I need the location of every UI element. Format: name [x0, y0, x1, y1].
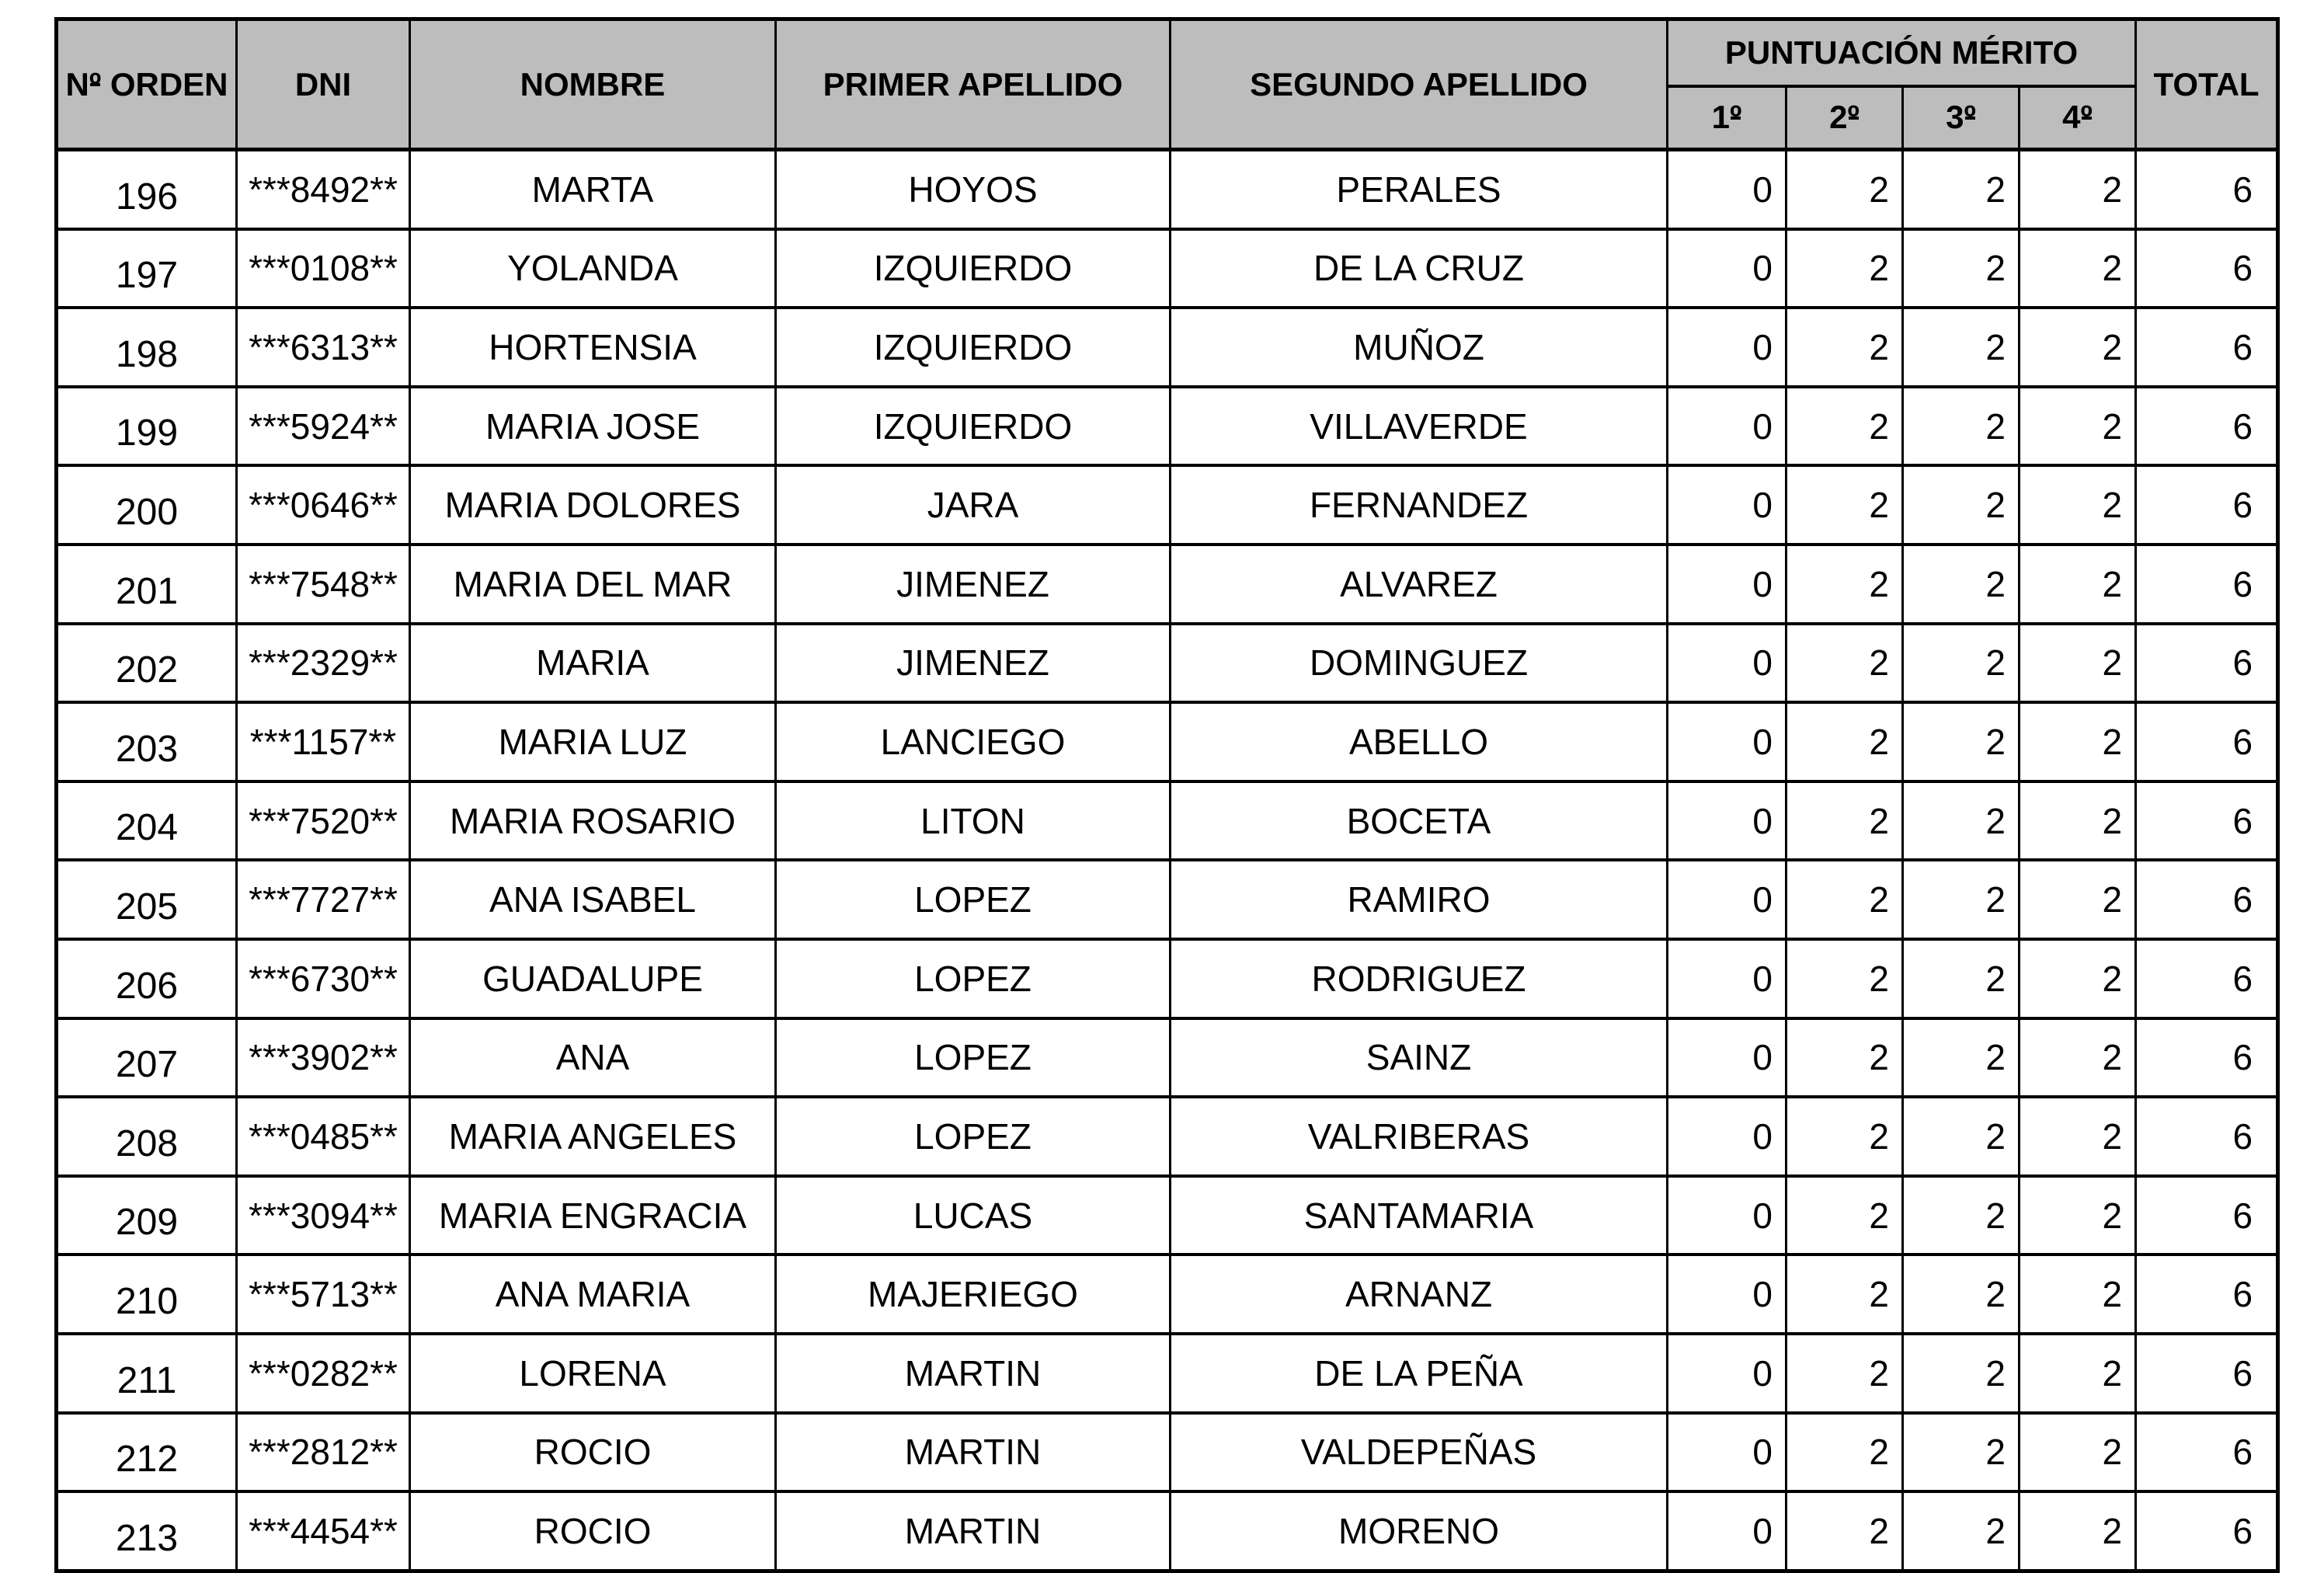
cell-merito-1: 0 [1668, 150, 1786, 229]
cell-order: 213 [57, 1491, 237, 1571]
header-merito-4: 4º [2020, 86, 2136, 150]
cell-merito-1: 0 [1668, 1097, 1786, 1176]
cell-merito-2: 2 [1786, 939, 1903, 1018]
cell-dni: ***1157** [237, 702, 410, 781]
cell-merito-2: 2 [1786, 1413, 1903, 1492]
cell-dni: ***0646** [237, 465, 410, 545]
cell-dni: ***3902** [237, 1018, 410, 1098]
cell-total: 6 [2136, 1176, 2278, 1255]
cell-merito-1: 0 [1668, 702, 1786, 781]
table-row [57, 939, 2278, 1018]
cell-merito-1: 0 [1668, 1413, 1786, 1492]
cell-segundo-apellido: FERNANDEZ [1171, 465, 1668, 545]
cell-merito-2: 2 [1786, 1491, 1903, 1571]
cell-order: 208 [57, 1097, 237, 1176]
cell-primer-apellido: LOPEZ [776, 939, 1171, 1018]
cell-order: 207 [57, 1018, 237, 1098]
cell-merito-2: 2 [1786, 1255, 1903, 1334]
cell-total: 6 [2136, 702, 2278, 781]
cell-merito-4: 2 [2020, 624, 2136, 703]
cell-merito-1: 0 [1668, 624, 1786, 703]
cell-primer-apellido: MARTIN [776, 1413, 1171, 1492]
cell-merito-3: 2 [1903, 702, 2020, 781]
cell-segundo-apellido: ARNANZ [1171, 1255, 1668, 1334]
cell-order: 205 [57, 860, 237, 939]
table-row [57, 1413, 2278, 1492]
header-primer-apellido: PRIMER APELLIDO [776, 19, 1171, 150]
cell-primer-apellido: IZQUIERDO [776, 308, 1171, 387]
cell-merito-2: 2 [1786, 387, 1903, 466]
cell-primer-apellido: LOPEZ [776, 1097, 1171, 1176]
cell-primer-apellido: HOYOS [776, 150, 1171, 229]
cell-nombre: MARIA DEL MAR [410, 545, 776, 624]
cell-merito-3: 2 [1903, 545, 2020, 624]
cell-segundo-apellido: RAMIRO [1171, 860, 1668, 939]
cell-segundo-apellido: DOMINGUEZ [1171, 624, 1668, 703]
cell-nombre: ROCIO [410, 1491, 776, 1571]
table-row [57, 860, 2278, 939]
cell-primer-apellido: IZQUIERDO [776, 387, 1171, 466]
cell-primer-apellido: LUCAS [776, 1176, 1171, 1255]
header-merito-2: 2º [1786, 86, 1903, 150]
cell-merito-4: 2 [2020, 939, 2136, 1018]
cell-dni: ***3094** [237, 1176, 410, 1255]
cell-merito-3: 2 [1903, 465, 2020, 545]
cell-merito-4: 2 [2020, 1097, 2136, 1176]
cell-nombre: MARIA LUZ [410, 702, 776, 781]
cell-merito-1: 0 [1668, 1018, 1786, 1098]
cell-segundo-apellido: MORENO [1171, 1491, 1668, 1571]
cell-nombre: MARIA ANGELES [410, 1097, 776, 1176]
cell-total: 6 [2136, 624, 2278, 703]
cell-order: 199 [57, 387, 237, 466]
cell-dni: ***4454** [237, 1491, 410, 1571]
cell-merito-1: 0 [1668, 1176, 1786, 1255]
cell-segundo-apellido: PERALES [1171, 150, 1668, 229]
cell-total: 6 [2136, 1018, 2278, 1098]
cell-segundo-apellido: ABELLO [1171, 702, 1668, 781]
cell-segundo-apellido: MUÑOZ [1171, 308, 1668, 387]
cell-merito-1: 0 [1668, 1491, 1786, 1571]
cell-order: 206 [57, 939, 237, 1018]
cell-total: 6 [2136, 1491, 2278, 1571]
cell-segundo-apellido: VALRIBERAS [1171, 1097, 1668, 1176]
cell-merito-4: 2 [2020, 781, 2136, 861]
cell-dni: ***7727** [237, 860, 410, 939]
cell-merito-1: 0 [1668, 1334, 1786, 1413]
cell-dni: ***8492** [237, 150, 410, 229]
cell-total: 6 [2136, 229, 2278, 308]
cell-order: 201 [57, 545, 237, 624]
cell-primer-apellido: MAJERIEGO [776, 1255, 1171, 1334]
cell-nombre: HORTENSIA [410, 308, 776, 387]
table-row [57, 150, 2278, 229]
cell-merito-2: 2 [1786, 1097, 1903, 1176]
cell-merito-4: 2 [2020, 1255, 2136, 1334]
table-row [57, 781, 2278, 861]
cell-merito-4: 2 [2020, 1176, 2136, 1255]
cell-order: 210 [57, 1255, 237, 1334]
cell-merito-4: 2 [2020, 387, 2136, 466]
cell-nombre: MARIA JOSE [410, 387, 776, 466]
cell-merito-1: 0 [1668, 465, 1786, 545]
cell-dni: ***7520** [237, 781, 410, 861]
table-row [57, 308, 2278, 387]
cell-dni: ***0282** [237, 1334, 410, 1413]
table-row [57, 702, 2278, 781]
cell-merito-3: 2 [1903, 308, 2020, 387]
cell-total: 6 [2136, 1334, 2278, 1413]
cell-primer-apellido: MARTIN [776, 1334, 1171, 1413]
table-header [57, 19, 2278, 150]
table-row [57, 545, 2278, 624]
cell-merito-4: 2 [2020, 1413, 2136, 1492]
cell-total: 6 [2136, 1097, 2278, 1176]
cell-merito-1: 0 [1668, 308, 1786, 387]
cell-dni: ***5713** [237, 1255, 410, 1334]
cell-merito-1: 0 [1668, 939, 1786, 1018]
cell-merito-2: 2 [1786, 702, 1903, 781]
cell-merito-4: 2 [2020, 308, 2136, 387]
cell-order: 211 [57, 1334, 237, 1413]
cell-primer-apellido: IZQUIERDO [776, 229, 1171, 308]
cell-segundo-apellido: SAINZ [1171, 1018, 1668, 1098]
cell-dni: ***0108** [237, 229, 410, 308]
cell-dni: ***6313** [237, 308, 410, 387]
cell-segundo-apellido: DE LA PEÑA [1171, 1334, 1668, 1413]
cell-merito-1: 0 [1668, 545, 1786, 624]
cell-merito-1: 0 [1668, 1255, 1786, 1334]
cell-merito-3: 2 [1903, 150, 2020, 229]
table-row [57, 387, 2278, 466]
cell-primer-apellido: JARA [776, 465, 1171, 545]
cell-merito-2: 2 [1786, 545, 1903, 624]
table-row [57, 1255, 2278, 1334]
cell-merito-3: 2 [1903, 1097, 2020, 1176]
cell-total: 6 [2136, 860, 2278, 939]
cell-nombre: MARIA DOLORES [410, 465, 776, 545]
table-row [57, 1176, 2278, 1255]
cell-total: 6 [2136, 1413, 2278, 1492]
ordinal-indicator: º [1964, 99, 1976, 136]
cell-dni: ***0485** [237, 1097, 410, 1176]
cell-merito-3: 2 [1903, 860, 2020, 939]
cell-merito-2: 2 [1786, 1334, 1903, 1413]
cell-merito-4: 2 [2020, 150, 2136, 229]
cell-merito-3: 2 [1903, 781, 2020, 861]
cell-segundo-apellido: DE LA CRUZ [1171, 229, 1668, 308]
cell-merito-2: 2 [1786, 624, 1903, 703]
cell-primer-apellido: JIMENEZ [776, 624, 1171, 703]
cell-total: 6 [2136, 308, 2278, 387]
cell-merito-1: 0 [1668, 781, 1786, 861]
cell-merito-1: 0 [1668, 229, 1786, 308]
cell-segundo-apellido: ALVAREZ [1171, 545, 1668, 624]
cell-nombre: ROCIO [410, 1413, 776, 1492]
cell-dni: ***6730** [237, 939, 410, 1018]
cell-merito-4: 2 [2020, 465, 2136, 545]
cell-segundo-apellido: VILLAVERDE [1171, 387, 1668, 466]
ordinal-indicator: º [1847, 99, 1860, 136]
cell-merito-3: 2 [1903, 1176, 2020, 1255]
cell-nombre: ANA [410, 1018, 776, 1098]
cell-merito-4: 2 [2020, 545, 2136, 624]
cell-merito-2: 2 [1786, 308, 1903, 387]
ordinal-indicator: º [1730, 99, 1742, 136]
cell-nombre: LORENA [410, 1334, 776, 1413]
cell-total: 6 [2136, 150, 2278, 229]
cell-primer-apellido: LOPEZ [776, 1018, 1171, 1098]
cell-merito-3: 2 [1903, 1413, 2020, 1492]
cell-order: 203 [57, 702, 237, 781]
cell-merito-2: 2 [1786, 860, 1903, 939]
header-segundo-apellido: SEGUNDO APELLIDO [1171, 19, 1668, 150]
cell-total: 6 [2136, 465, 2278, 545]
cell-merito-3: 2 [1903, 939, 2020, 1018]
ordinal-indicator: º [89, 65, 102, 103]
cell-primer-apellido: JIMENEZ [776, 545, 1171, 624]
cell-merito-4: 2 [2020, 1491, 2136, 1571]
cell-segundo-apellido: VALDEPEÑAS [1171, 1413, 1668, 1492]
header-dni: DNI [237, 19, 410, 150]
table-row [57, 1018, 2278, 1098]
header-order: Nº ORDEN [57, 19, 237, 150]
cell-merito-4: 2 [2020, 702, 2136, 781]
cell-merito-3: 2 [1903, 1255, 2020, 1334]
cell-total: 6 [2136, 1255, 2278, 1334]
cell-order: 209 [57, 1176, 237, 1255]
cell-order: 204 [57, 781, 237, 861]
cell-merito-2: 2 [1786, 465, 1903, 545]
table-row [57, 1491, 2278, 1571]
header-total: TOTAL [2136, 19, 2278, 150]
cell-nombre: MARIA ENGRACIA [410, 1176, 776, 1255]
cell-nombre: MARIA [410, 624, 776, 703]
cell-merito-2: 2 [1786, 229, 1903, 308]
cell-merito-2: 2 [1786, 781, 1903, 861]
cell-merito-4: 2 [2020, 1334, 2136, 1413]
table-row [57, 1334, 2278, 1413]
header-puntuacion-merito: PUNTUACIÓN MÉRITO [1668, 19, 2136, 86]
merit-score-table [54, 17, 2280, 1573]
cell-merito-3: 2 [1903, 1334, 2020, 1413]
cell-merito-3: 2 [1903, 1018, 2020, 1098]
cell-order: 198 [57, 308, 237, 387]
table-row [57, 624, 2278, 703]
table-row [57, 465, 2278, 545]
cell-primer-apellido: MARTIN [776, 1491, 1171, 1571]
header-merito-1: 1º [1668, 86, 1786, 150]
cell-merito-2: 2 [1786, 1018, 1903, 1098]
cell-merito-3: 2 [1903, 387, 2020, 466]
cell-total: 6 [2136, 939, 2278, 1018]
header-nombre: NOMBRE [410, 19, 776, 150]
cell-merito-1: 0 [1668, 387, 1786, 466]
cell-nombre: MARIA ROSARIO [410, 781, 776, 861]
table-row [57, 229, 2278, 308]
cell-nombre: ANA MARIA [410, 1255, 776, 1334]
cell-merito-4: 2 [2020, 229, 2136, 308]
cell-merito-1: 0 [1668, 860, 1786, 939]
cell-dni: ***2329** [237, 624, 410, 703]
cell-dni: ***5924** [237, 387, 410, 466]
cell-total: 6 [2136, 781, 2278, 861]
cell-primer-apellido: LITON [776, 781, 1171, 861]
cell-primer-apellido: LANCIEGO [776, 702, 1171, 781]
header-merito-3: 3º [1903, 86, 2020, 150]
ordinal-indicator: º [2080, 99, 2093, 136]
cell-merito-4: 2 [2020, 860, 2136, 939]
cell-dni: ***7548** [237, 545, 410, 624]
cell-segundo-apellido: SANTAMARIA [1171, 1176, 1668, 1255]
cell-total: 6 [2136, 545, 2278, 624]
cell-merito-2: 2 [1786, 1176, 1903, 1255]
cell-order: 202 [57, 624, 237, 703]
cell-nombre: GUADALUPE [410, 939, 776, 1018]
cell-merito-3: 2 [1903, 624, 2020, 703]
cell-dni: ***2812** [237, 1413, 410, 1492]
cell-primer-apellido: LOPEZ [776, 860, 1171, 939]
cell-merito-4: 2 [2020, 1018, 2136, 1098]
cell-nombre: ANA ISABEL [410, 860, 776, 939]
cell-nombre: YOLANDA [410, 229, 776, 308]
cell-total: 6 [2136, 387, 2278, 466]
cell-segundo-apellido: BOCETA [1171, 781, 1668, 861]
cell-order: 197 [57, 229, 237, 308]
cell-merito-3: 2 [1903, 229, 2020, 308]
cell-merito-3: 2 [1903, 1491, 2020, 1571]
table-row [57, 1097, 2278, 1176]
table-body [57, 150, 2278, 1571]
cell-order: 196 [57, 150, 237, 229]
cell-nombre: MARTA [410, 150, 776, 229]
cell-order: 212 [57, 1413, 237, 1492]
cell-merito-2: 2 [1786, 150, 1903, 229]
cell-segundo-apellido: RODRIGUEZ [1171, 939, 1668, 1018]
cell-order: 200 [57, 465, 237, 545]
